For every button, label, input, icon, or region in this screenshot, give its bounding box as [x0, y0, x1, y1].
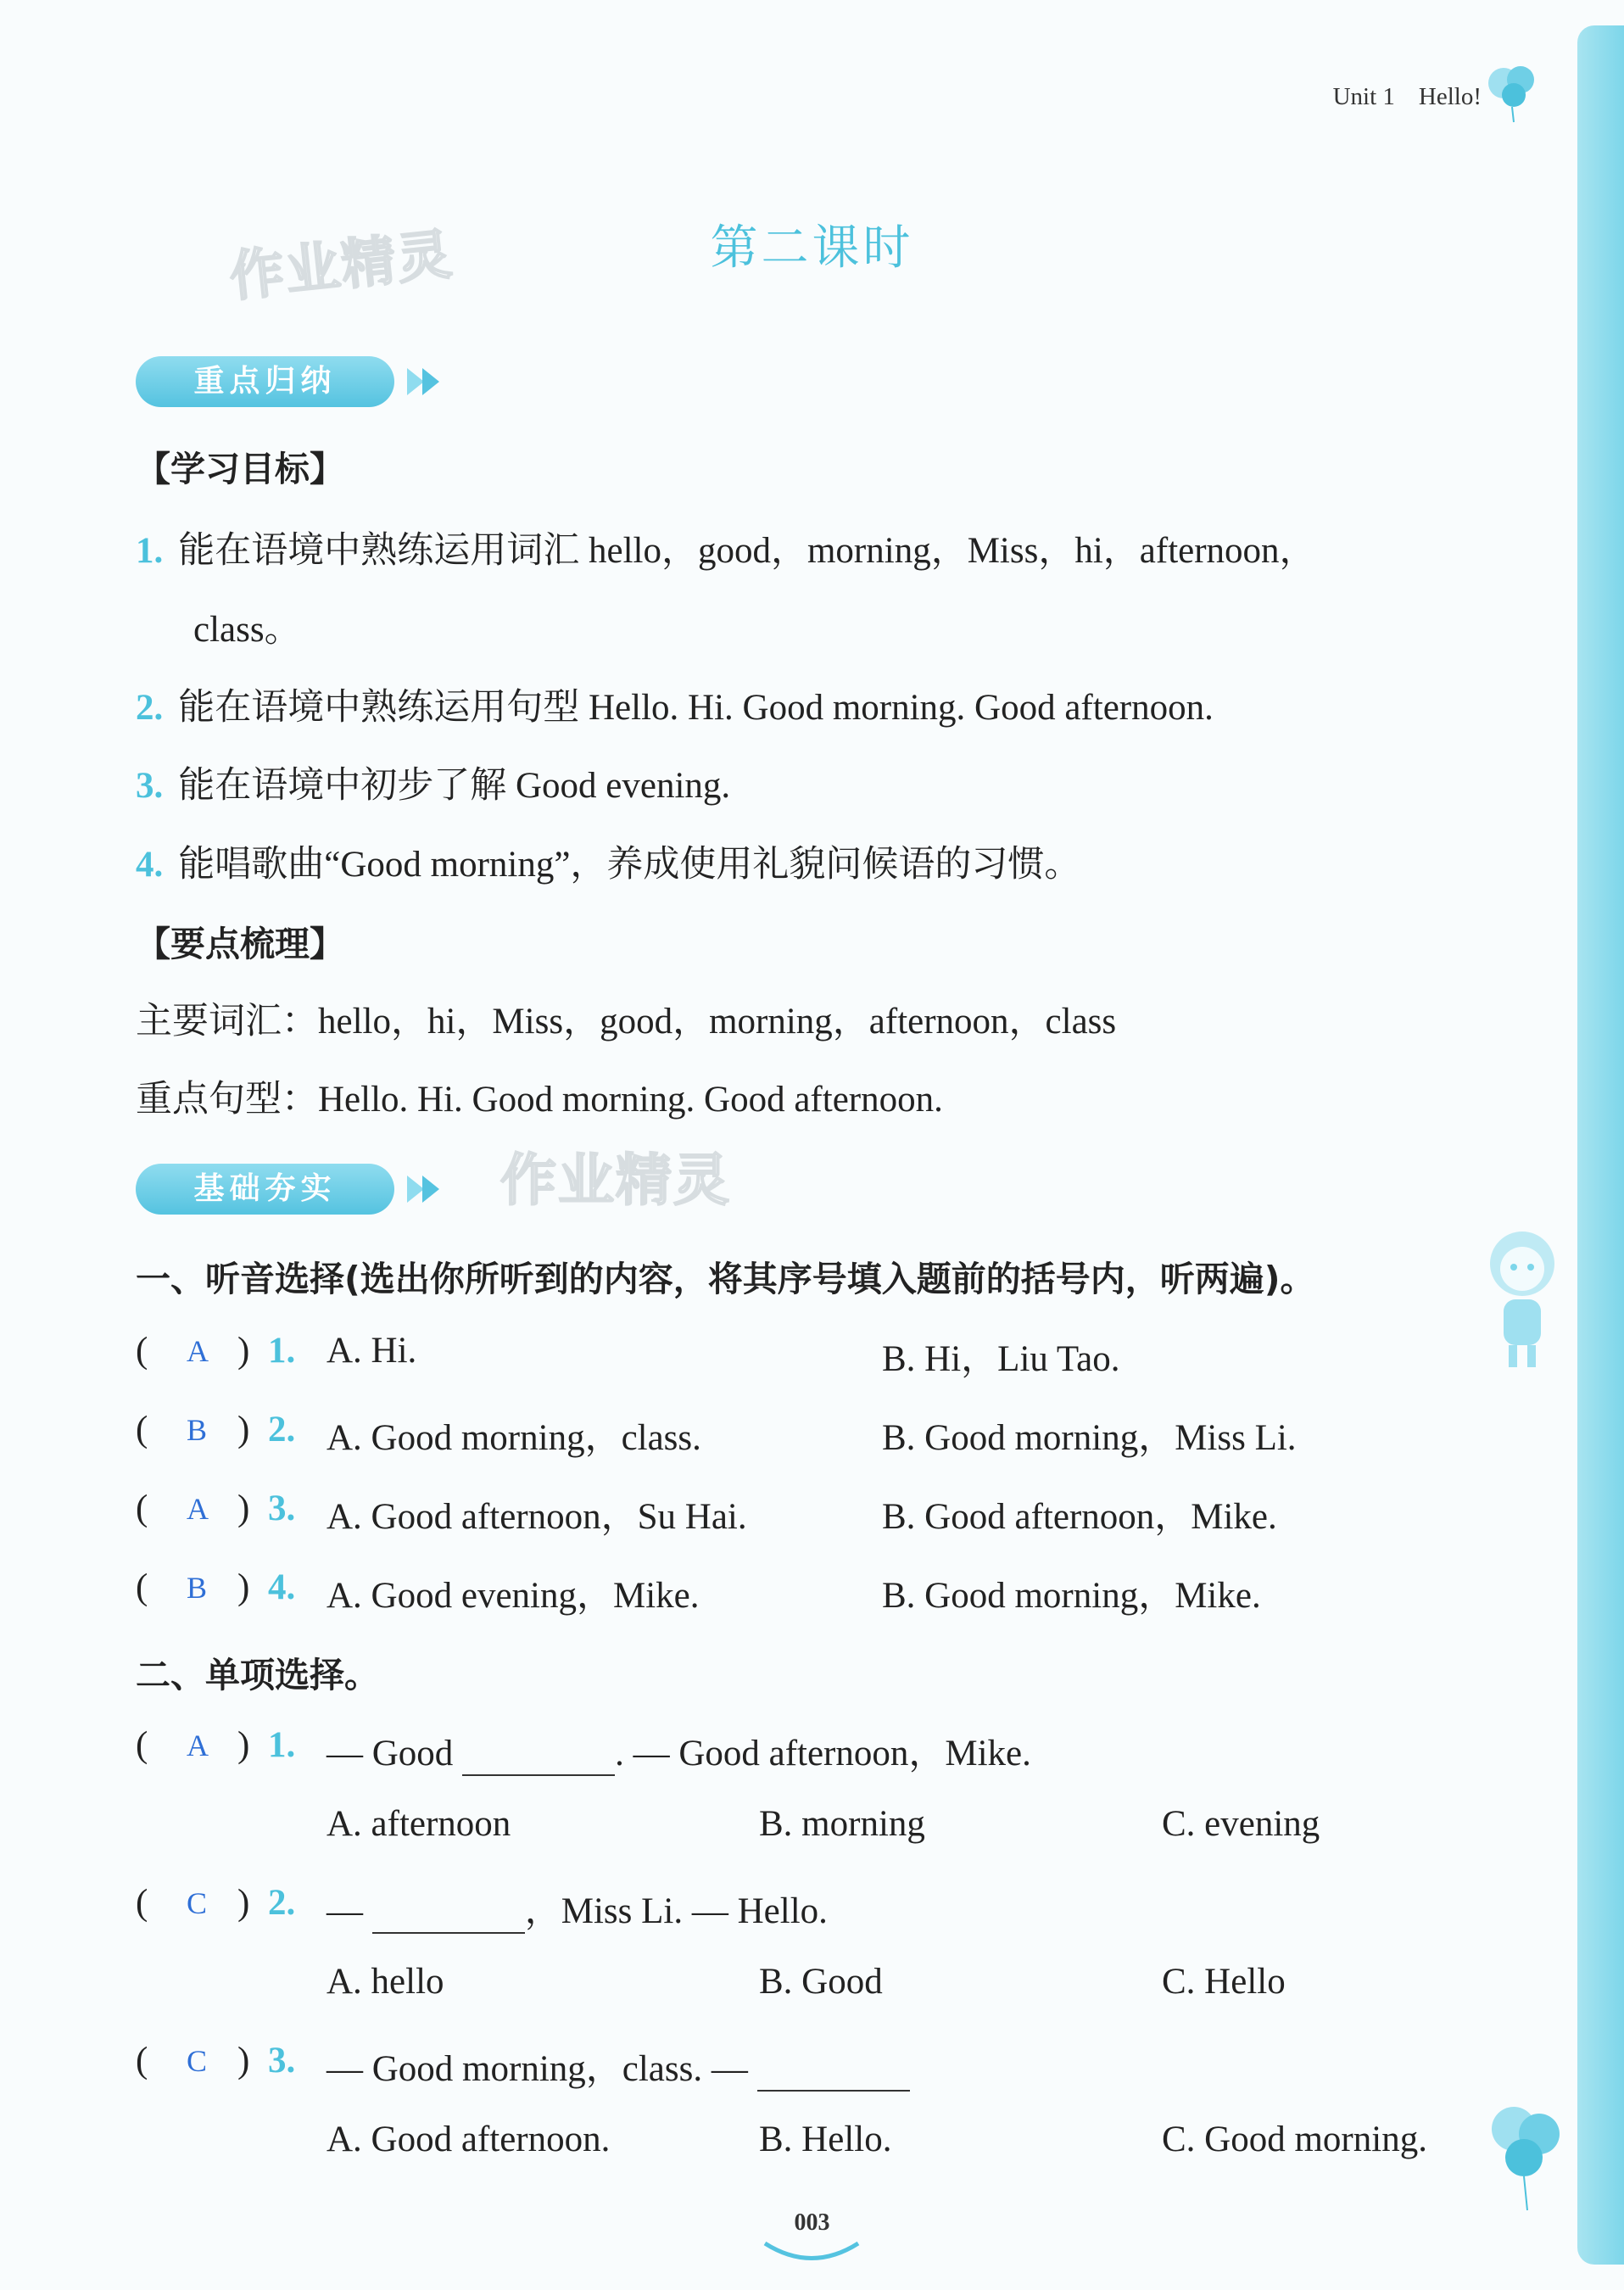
answer-mark: B — [187, 1413, 208, 1447]
part2-heading: 二、单项选择。 — [136, 1655, 379, 1695]
option-a: A. Good evening，Mike. — [326, 1576, 700, 1616]
footer-ornament — [761, 2239, 862, 2265]
objective-num: 2. — [136, 688, 164, 728]
option-b: B. morning — [759, 1804, 925, 1844]
page-header — [1309, 83, 1482, 111]
heart-balloon-icon — [1480, 2095, 1573, 2214]
option-a: A. Good afternoon，Su Hai. — [326, 1497, 747, 1537]
objective-text: 能唱歌曲“Good morning”，养成使用礼貌问候语的习惯。 — [178, 845, 1081, 885]
objectives-heading: 【学习目标】 — [136, 449, 344, 489]
option-c: C. Good morning. — [1162, 2120, 1427, 2159]
objective-text: 能在语境中熟练运用句型 Hello. Hi. Good morning. Good afternoon. — [178, 688, 1214, 728]
stem-text: . — Good afternoon，Mike. — [615, 1734, 1031, 1773]
answer-blank — [757, 2056, 910, 2092]
cartoon-girl-icon — [1471, 1221, 1573, 1374]
header-title: Hello! — [1418, 83, 1482, 110]
option-b: B. Hi，Liu Tao. — [882, 1339, 1120, 1379]
option-c: C. Hello — [1162, 1962, 1286, 2002]
objective-text: 能在语境中熟练运用词汇 hello，good，morning，Miss，hi，afternoon， — [178, 531, 1316, 571]
option-c: C. evening — [1162, 1804, 1320, 1844]
question-number: 1. — [268, 1331, 296, 1371]
stem-text: ，Miss Li. — Hello. — [524, 1891, 828, 1931]
question-stem — [326, 1724, 1031, 1776]
arrow-right-icon — [405, 365, 444, 399]
watermark-top: 作业精灵 — [226, 223, 456, 310]
option-a: A. Good morning，class. — [326, 1418, 701, 1458]
answer-mark: A — [187, 1492, 209, 1526]
question-stem — [326, 1882, 828, 1934]
objective-2 — [136, 679, 1214, 730]
option-b: B. Good — [759, 1962, 883, 2002]
decorative-side-strip — [1577, 25, 1624, 2265]
objective-1 — [136, 522, 1316, 573]
answer-mark: C — [187, 1886, 208, 1920]
objective-num: 3. — [136, 766, 164, 806]
objective-4 — [136, 835, 1080, 887]
question-number: 3. — [268, 1488, 296, 1528]
option-a: A. Good afternoon. — [326, 2120, 611, 2159]
watermark-middle: 作业精灵 — [500, 1148, 731, 1213]
option-a: A. Hi. — [326, 1331, 417, 1371]
arrow-right-icon — [405, 1172, 444, 1206]
question-number: 2. — [268, 1410, 296, 1449]
balloon-icon — [1478, 58, 1546, 126]
keypoints-sentences: 重点句型：Hello. Hi. Good morning. Good afternoon. — [136, 1080, 943, 1120]
workbook-page: Unit 1 Hello! 作业精灵 第二课时 重点归纳 【学习目标】 1. 能在语境中熟练运用词汇 hello，good，morning，Miss，hi，afternoon， class。 2. 能在语境中熟练运用句型 Hello. Hi. Good morning. Good afternoon. 3. 能在语境中初步了解 Good evening. 4. 能唱歌曲“Good morning”，养成使用礼貌问候语的习惯。 【要点梳理】 主要词汇：hello，hi，Miss，good，morning，afternoon，class 重点句型：Hello. Hi. Good morning. Good afternoon. 基础夯实 作业精灵 一、听音选择(选出你所听到的内容，将其序号填入题前的括号内，听两遍)。 ( A ) 1. A. Hi. B. Hi，Liu Tao. ( B ) 2. A. Good morning，class. B. Good morning，Miss Li. ( A ) 3. A. Good afternoon，Su Hai. B. Good afternoon，Mike. ( B ) 4. A. Good evening，Mike. B. Good morning，Mike. 二、单项选择。 ( A ) 1. — Good . — Good afternoon，Mike. A. afternoon B. morning C. evening ( C ) 2. — ，Miss Li. — Hello. A. hello B. Good C. Hello ( C ) 3. — Good morning，class. — A. Good afternoon. B. Hello. C. Good morning. 003 — [0, 0, 1624, 2290]
stem-text: — Good — [326, 1734, 454, 1773]
answer-mark: C — [187, 2044, 208, 2078]
section-badge-key-points: 重点归纳 — [136, 356, 394, 407]
lesson-title: 第二课时 — [710, 221, 914, 276]
answer-mark: A — [187, 1729, 209, 1762]
question-number: 2. — [268, 1883, 296, 1923]
question-stem — [326, 2040, 910, 2092]
question-number: 1. — [268, 1725, 296, 1765]
objective-3 — [136, 757, 730, 808]
keypoints-vocabulary: 主要词汇：hello，hi，Miss，good，morning，afternoon，class — [136, 1002, 1117, 1042]
option-b: B. Hello. — [759, 2120, 892, 2159]
question-number: 3. — [268, 2041, 296, 2081]
objective-num: 1. — [136, 531, 164, 571]
answer-blank — [372, 1898, 525, 1934]
keypoints-heading: 【要点梳理】 — [136, 924, 344, 964]
objective-num: 4. — [136, 845, 164, 885]
stem-text: — — [326, 1891, 363, 1931]
answer-blank — [462, 1740, 615, 1776]
objective-1-continued: class。 — [193, 610, 301, 650]
option-a: A. afternoon — [326, 1804, 511, 1844]
header-unit: Unit 1 — [1332, 83, 1395, 110]
option-b: B. Good afternoon，Mike. — [882, 1497, 1277, 1537]
objective-text: 能在语境中初步了解 Good evening. — [178, 766, 731, 806]
question-number: 4. — [268, 1567, 296, 1607]
section-badge-basics: 基础夯实 — [136, 1164, 394, 1215]
option-b: B. Good morning，Miss Li. — [882, 1418, 1297, 1458]
answer-mark: B — [187, 1571, 208, 1605]
option-a: A. hello — [326, 1962, 444, 2002]
option-b: B. Good morning，Mike. — [882, 1576, 1261, 1616]
part1-heading: 一、听音选择(选出你所听到的内容，将其序号填入题前的括号内，听两遍)。 — [136, 1259, 1315, 1299]
page-number: 003 — [794, 2209, 830, 2236]
stem-text: — Good morning，class. — — [326, 2049, 748, 2089]
answer-mark: A — [187, 1334, 209, 1368]
